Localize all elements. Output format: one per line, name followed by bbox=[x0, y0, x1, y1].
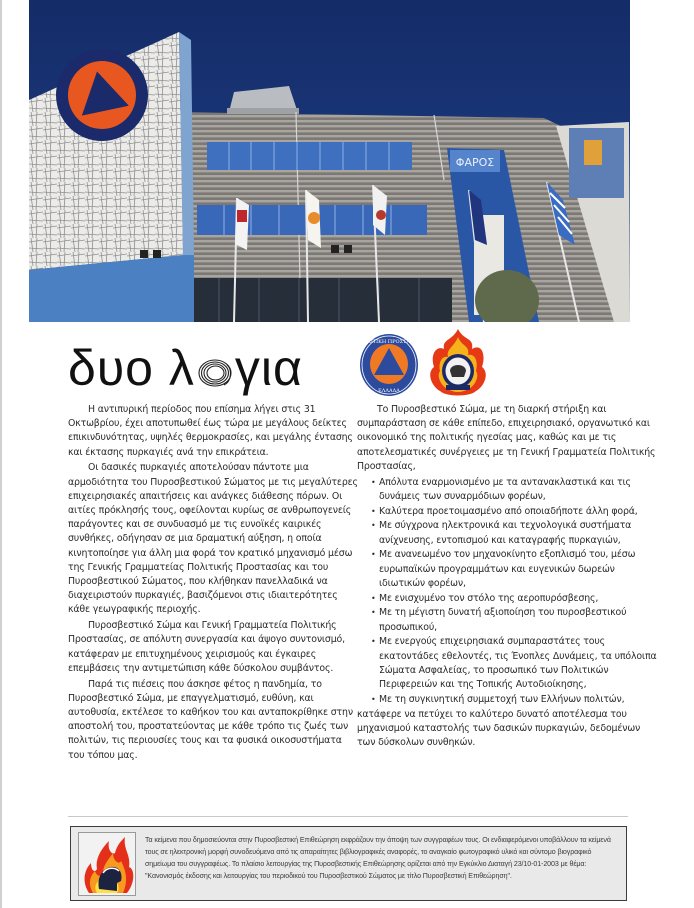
firefighter-flame-icon bbox=[78, 832, 136, 896]
paragraph: Οι δασικές πυρκαγιές αποτελούσαν πάντοτε μια αρμοδιότητα του Πυροσβεστικού Σώματος με τις μεγαλύτερες επιχειρησιακές απαιτήσεις και ανάγκες διάθεσης πόρων. Οι αιτίες πρόκλησής τους, οφείλονται κυρίως σε ανθρωπογενείς παράγοντες και σε συνδυασμό με τις ευνοϊκές καιρικές συνθήκες, οδήγησαν σε μια δραματική αύξηση, η οποία κινητοποίησε για άλλη μια φορά τον κρατικό μηχανισμό μέσω της Γενικής Γραμματείας Πολιτικής Προστασίας και του Πυροσβεστικού Σώματος, που κλήθηκαν πανελλαδικά να διαχειριστούν πυρκαγιές, βασιζόμενοι στις ιδιαιτερότητες κάθε γεωγραφικής περιοχής. bbox=[68, 462, 358, 616]
title-row bbox=[68, 333, 628, 403]
list-item: • Με τη μέγιστη δυνατή αξιοποίηση του πυροσβεστικού προσωπικού, bbox=[371, 606, 657, 634]
list-item: • Απόλυτα εναρμονισμένο με τα αντανακλαστικά και τις δυνάμεις των συναρμόδιων φορέων, bbox=[371, 476, 657, 504]
paragraph: Πυροσβεστικό Σώμα και Γενική Γραμματεία Πολιτικής Προστασίας, σε απόλυτη συνεργασία και άψογο συντονισμό, κατάφεραν με επιτυχημένους χειρισμούς και έγκαιρες επεμβάσεις την αντιμετώπιση κάθε δύσκολου συμβάντος. bbox=[68, 620, 345, 674]
conclusion-paragraph: κατάφερε να πετύχει το καλύτερο δυνατό αποτέλεσμα του μηχανισμού καταστολής των δασικών πυρκαγιών, δεδομένων των δύσκολων συνθηκών. bbox=[357, 708, 641, 749]
building-sign-text: ΦΑΡΟΣ bbox=[455, 156, 495, 169]
hero-photo bbox=[29, 0, 630, 322]
civil-protection-logo bbox=[359, 333, 419, 397]
paragraph: Η αντιπυρική περίοδος που επίσημα λήγει στις 31 Οκτωβρίου, έχει αποτυπωθεί έως τώρα με μεγάλους δείκτες επικινδυνότητας, υψηλές θερμοκρασίες, και μεγάλης έντασης και έκτασης πυρκαγιές ανά την επικράτεια. bbox=[68, 404, 353, 458]
intro-paragraph: Το Πυροσβεστικό Σώμα, με τη διαρκή στήριξη και συμπαράσταση σε κάθε επίπεδο, επιχειρησιακό, οργανωτικό και οικονομικό της πολιτικής ηγεσίας μας, καθώς και με τις αποτελεσματικές συνέργειες με τη Γενική Γραμματεία Πολιτικής Προστασίας, bbox=[357, 404, 656, 472]
logo-bottom-text: ΕΛΛΑΔΑ bbox=[378, 388, 400, 394]
list-item: • Καλύτερα προετοιμασμένο από οποιαδήποτε άλλη φορά, bbox=[371, 505, 657, 519]
right-column bbox=[357, 403, 657, 752]
page-title bbox=[68, 333, 303, 403]
disclaimer-box bbox=[70, 826, 627, 901]
disclaimer-text: Τα κείμενα που δημοσιεύονται στην Πυροσβεστική Επιθεώρηση εκφράζουν την άποψη των συγγραφέων τους. Οι ενδιαφερόμενοι υποβάλλουν τα κείμενά τους σε ηλεκτρονική μορφή συνοδευόμενα από τις απαραίτητες βιβλιογραφικές αναφορές, το αναγκαίο φωτογραφικό υλικό και σύντομο βιογραφικό σημείωμα του συγγραφέως. Το πλαίσιο λειτουργίας της Πυροσβεστικής Επιθεώρησης ορίζεται από την Εγκύκλιο Διαταγή 23/10-01-2003 με θέμα: "Κανονισμός έκδοσης και λειτουργίας του περιοδικού του Πυροσβεστικού Σώματος με τίτλο Πυροσβεστική Επιθεώρηση". bbox=[145, 836, 611, 880]
left-column bbox=[68, 403, 358, 764]
list-item: • Με ενισχυμένο τον στόλο της αεροπυρόσβεσης, bbox=[371, 592, 657, 606]
list-item: • Με ανανεωμένο τον μηχανοκίνητο εξοπλισμό του, μέσω ευρωπαϊκών προγραμμάτων και ευγενικών δωρεών ιδιωτικών φορέων, bbox=[371, 548, 657, 591]
title-part-1: δυο λ bbox=[68, 340, 195, 396]
title-part-2: για bbox=[234, 340, 303, 396]
list-item: • Με τη συγκινητική συμμετοχή των Ελλήνων πολιτών, bbox=[371, 693, 657, 707]
fire-service-logo bbox=[426, 327, 490, 399]
page-left-edge bbox=[0, 0, 2, 908]
achievements-list bbox=[371, 476, 657, 707]
swirl-o-icon bbox=[196, 355, 234, 389]
building-illustration bbox=[29, 0, 630, 322]
section-divider bbox=[68, 816, 628, 817]
paragraph: Παρά τις πιέσεις που άσκησε φέτος η πανδημία, το Πυροσβεστικό Σώμα, με επαγγελματισμό, ευθύνη, και αυτοθυσία, εκτέλεσε το καθήκον του και ανταποκρίθηκε στην αποστολή του, προστατεύοντας με κάθε τρόπο τις ζωές των πολιτών, τις περιουσίες τους και τα φυσικά οικοσυστήματα του τόπου μας. bbox=[68, 678, 353, 761]
logo-top-text: ΠΟΛΙΤΙΚΗ ΠΡΟΣΤΑΣΙΑ bbox=[359, 339, 419, 345]
list-item: • Με σύγχρονα ηλεκτρονικά και τεχνολογικά συστήματα ανίχνευσης, εντοπισμού και καταγραφής πυρκαγιών, bbox=[371, 519, 657, 547]
list-item: • Με ενεργούς επιχειρησιακά συμπαραστάτες τους εκατοντάδες εθελοντές, τις Ένοπλες Δυνάμεις, τα υπόλοιπα Σώματα Ασφαλείας, το προσωπικό των Πολιτικών Περιφερειών και της Τοπικής Αυτοδιοίκησης, bbox=[371, 635, 657, 692]
